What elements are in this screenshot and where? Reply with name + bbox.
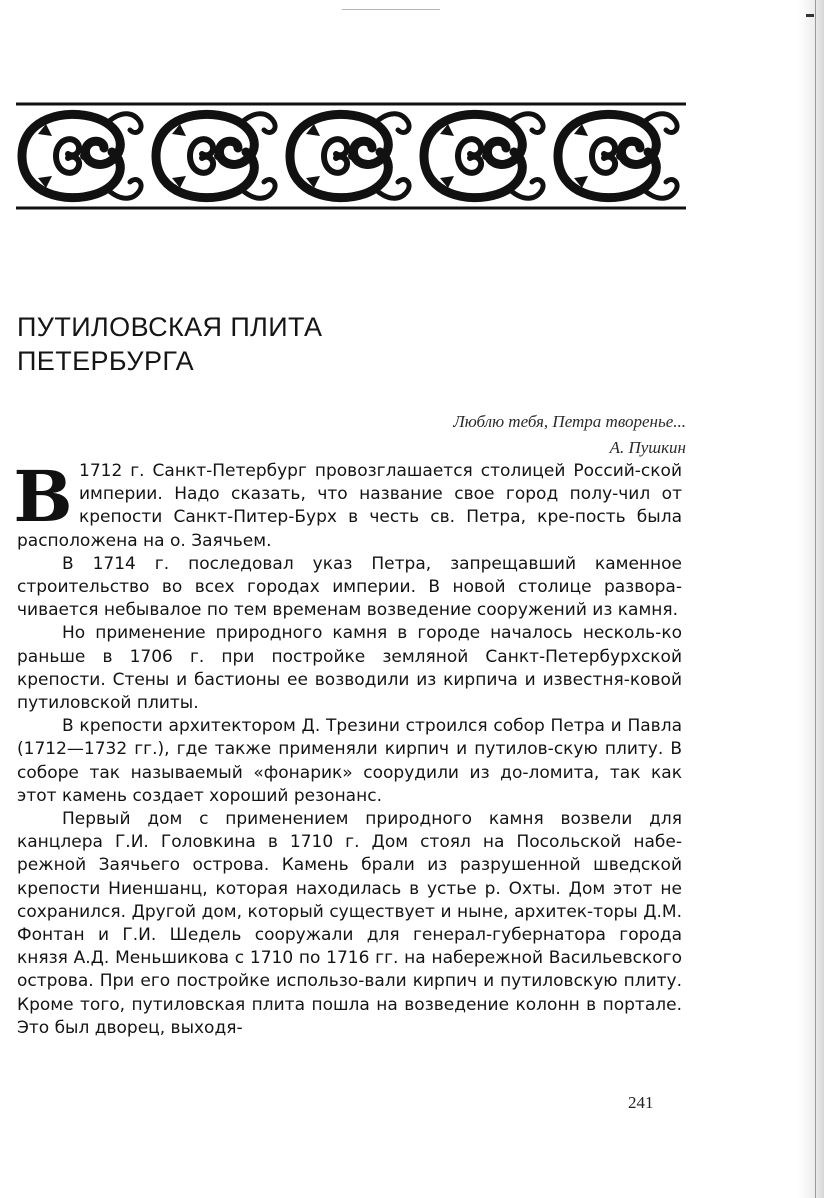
paragraph: В 1714 г. последовал указ Петра, запрещавший каменное строительство во всех городах империи. В новой столице развора-чивается небывалое по тем временам возведение сооружений из камня. (17, 553, 682, 621)
paragraph-text: 1712 г. Санкт-Петербург провозглашается столицей Россий-ской империи. Надо сказать, что название свое город полу-чил от крепости Санкт-Питер-Бурх в честь св. Петра, кре-пость была расположена на о. Заячьем. (17, 461, 682, 551)
page-edge (815, 0, 816, 1198)
corner-mark (806, 14, 814, 17)
title-line-1: ПУТИЛОВСКАЯ ПЛИТА (17, 312, 323, 342)
paragraph (13, 455, 682, 553)
drop-cap-letter: В (13, 455, 73, 538)
title-line-2: ПЕТЕРБУРГА (17, 346, 195, 376)
article-title (17, 310, 637, 378)
epigraph-author: А. Пушкин (609, 438, 686, 457)
scan-shadow (798, 0, 824, 1198)
drop-cap (13, 455, 73, 538)
ornamental-border (16, 100, 686, 212)
epigraph-quote: Люблю тебя, Петра творенье... (453, 412, 686, 431)
paragraph: В крепости архитектором Д. Трезини строился собор Петра и Павла (1712—1732 гг.), где также применяли кирпич и путилов-скую плиту. В соборе так называемый «фонарик» соорудили из до-ломита, так как этот камень создает хороший резонанс. (17, 716, 682, 806)
scan-mark (342, 9, 440, 10)
epigraph (453, 409, 686, 461)
paragraph: Но применение природного камня в городе началось несколь-ко раньше в 1706 г. при постройке земляной Санкт-Петербурхской крепости. Стены и бастионы ее возводили из кирпича и известня-ковой путиловской плиты. (17, 623, 682, 714)
paragraph: Первый дом с применением природного камня возвели для канцлера Г.И. Головкина в 1710 г. Дом стоял на Посольской набе-режной Заячьего острова. Камень брали из разрушенной шведской крепости Ниеншанц, которая находилась в устье р. Охты. Дом этот не сохранился. Другой дом, который существует и ныне, архитек-торы Д.М. Фонтан и Г.И. Шедель сооружали для генерал-губернатора города князя А.Д. Меньшикова с 1710 по 1716 гг. на набережной Васильевского острова. При его постройке использо-вали кирпич и путиловскую плиту. Кроме того, путиловская плита пошла на возведение колонн в портале. Это был дворец, выходя- (17, 809, 682, 1038)
article-body (13, 455, 682, 1040)
page-number: 241 (628, 1093, 654, 1112)
